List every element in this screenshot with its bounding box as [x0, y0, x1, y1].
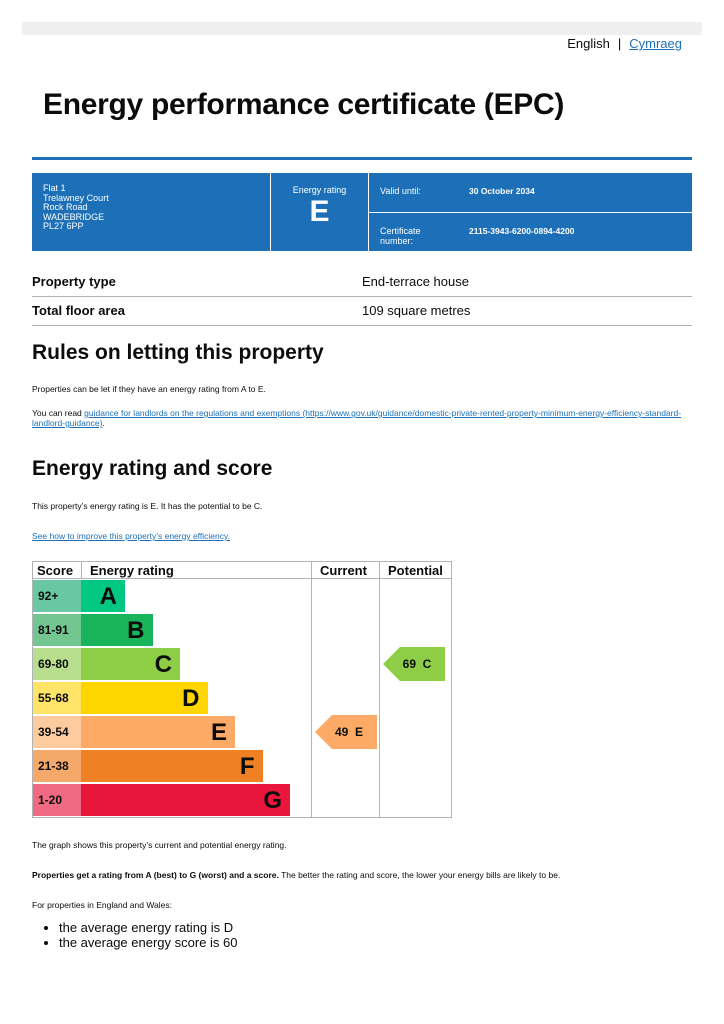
address-line: PL27 6PP: [43, 221, 84, 231]
address-line: Trelawney Court: [43, 192, 109, 203]
certificate-number: 2115-3943-6200-0894-4200: [469, 226, 575, 236]
band-bar-d: [81, 682, 208, 714]
top-grey-bar: [22, 22, 702, 35]
floor-area-row: [32, 296, 692, 326]
address-line: Rock Road: [43, 202, 88, 212]
landlord-guidance-link[interactable]: [32, 408, 681, 428]
current-rating-marker: [315, 715, 377, 749]
certificate-summary-box: [32, 173, 692, 251]
current-rating-marker-label: 49 E: [334, 725, 364, 739]
title-divider: [32, 157, 692, 160]
chart-border: [451, 561, 452, 818]
energy-rating-letter: E: [309, 195, 330, 228]
chart-caption: The graph shows this property’s current and potential energy rating.: [32, 840, 287, 850]
address-line: Flat 1: [43, 183, 66, 193]
score-column-header: Score: [37, 563, 74, 578]
language-english: English: [567, 36, 610, 51]
chart-header-divider: [32, 578, 452, 579]
band-bar-e: [81, 716, 235, 748]
improve-efficiency-link[interactable]: See how to improve this property’s energy efficiency.: [32, 531, 230, 541]
band-letter-d: D: [182, 685, 200, 712]
letting-text: .: [102, 418, 105, 428]
band-letter-e: E: [210, 719, 227, 746]
list-item: • the average energy score is 60: [59, 935, 238, 950]
band-letter-a: A: [99, 583, 117, 610]
floor-area-label: Total floor area: [32, 303, 125, 318]
summary-divider: [369, 212, 692, 213]
property-type-label: Property type: [32, 274, 116, 289]
band-score-f: 21-38: [33, 750, 81, 782]
band-score-c: 69-80: [33, 648, 81, 680]
letting-paragraph-1: Properties can be let if they have an energy rating from A to E.: [32, 384, 266, 394]
band-letter-g: G: [263, 787, 282, 814]
certificate-number-label: [380, 226, 421, 246]
rating-explanation: [32, 870, 560, 880]
link-url: (https://www.gov.uk/guidance/domestic-private-rented-property-minimum-energy-efficiency-standard-landlord-guidance): [32, 408, 682, 428]
current-column-header: Current: [320, 563, 367, 578]
floor-area-value: 109 square metres: [362, 303, 471, 318]
chart-column-divider: [81, 561, 82, 579]
letting-paragraph-2: [32, 408, 692, 428]
band-bar-g: [81, 784, 290, 816]
rating-column-header: Energy rating: [90, 563, 174, 578]
band-score-a: 92+: [33, 580, 81, 612]
potential-column-header: Potential: [388, 563, 443, 578]
band-letter-c: C: [154, 651, 172, 678]
certificate-label-line: Certificate: [380, 226, 421, 236]
language-separator: |: [617, 36, 622, 51]
energy-rating-heading: Energy rating and score: [32, 457, 273, 480]
band-bar-b: [81, 614, 153, 646]
rating-explanation-bold: Properties get a rating from A (best) to G (worst) and a score.: [32, 870, 279, 880]
band-letter-f: F: [239, 753, 255, 780]
england-wales-label: For properties in England and Wales:: [32, 900, 173, 910]
link-text: guidance for landlords on the regulations and exemptions: [84, 408, 301, 418]
language-cymraeg-link[interactable]: Cymraeg: [629, 36, 682, 51]
improve-efficiency-link-wrap: [32, 531, 230, 541]
language-switcher: [567, 36, 682, 51]
band-score-d: 55-68: [33, 682, 81, 714]
certificate-label-line: number:: [380, 236, 414, 246]
list-item: • the average energy rating is D: [59, 920, 238, 935]
chart-column-divider: [379, 561, 380, 818]
band-score-g: 1-20: [33, 784, 81, 816]
band-score-b: 81-91: [33, 614, 81, 646]
valid-until-label: Valid until:: [380, 186, 421, 196]
energy-rating-chart: [32, 561, 452, 818]
band-bar-c: [81, 648, 180, 680]
band-bar-a: [81, 580, 125, 612]
band-bar-f: [81, 750, 263, 782]
letting-heading: Rules on letting this property: [32, 341, 324, 364]
rating-intro: This property’s energy rating is E. It has the potential to be C.: [32, 501, 263, 511]
band-letter-b: B: [127, 617, 145, 644]
chart-border: [32, 817, 452, 818]
property-address: [43, 184, 109, 232]
property-type-row: [32, 267, 692, 297]
address-line: WADEBRIDGE: [43, 211, 105, 222]
potential-rating-marker: [383, 647, 445, 681]
energy-rating-label: Energy rating: [292, 185, 347, 195]
property-type-value: End-terrace house: [362, 274, 469, 289]
chart-column-divider: [311, 561, 312, 818]
potential-rating-marker-label: 69 C: [402, 657, 432, 671]
page-title: Energy performance certificate (EPC): [43, 88, 565, 121]
chart-border: [32, 561, 452, 562]
average-list: [32, 920, 238, 950]
valid-until-date: 30 October 2034: [469, 186, 535, 196]
band-score-e: 39-54: [33, 716, 81, 748]
letting-text: You can read: [32, 408, 85, 418]
rating-explanation-rest: The better the rating and score, the lower your energy bills are likely to be.: [278, 870, 561, 880]
